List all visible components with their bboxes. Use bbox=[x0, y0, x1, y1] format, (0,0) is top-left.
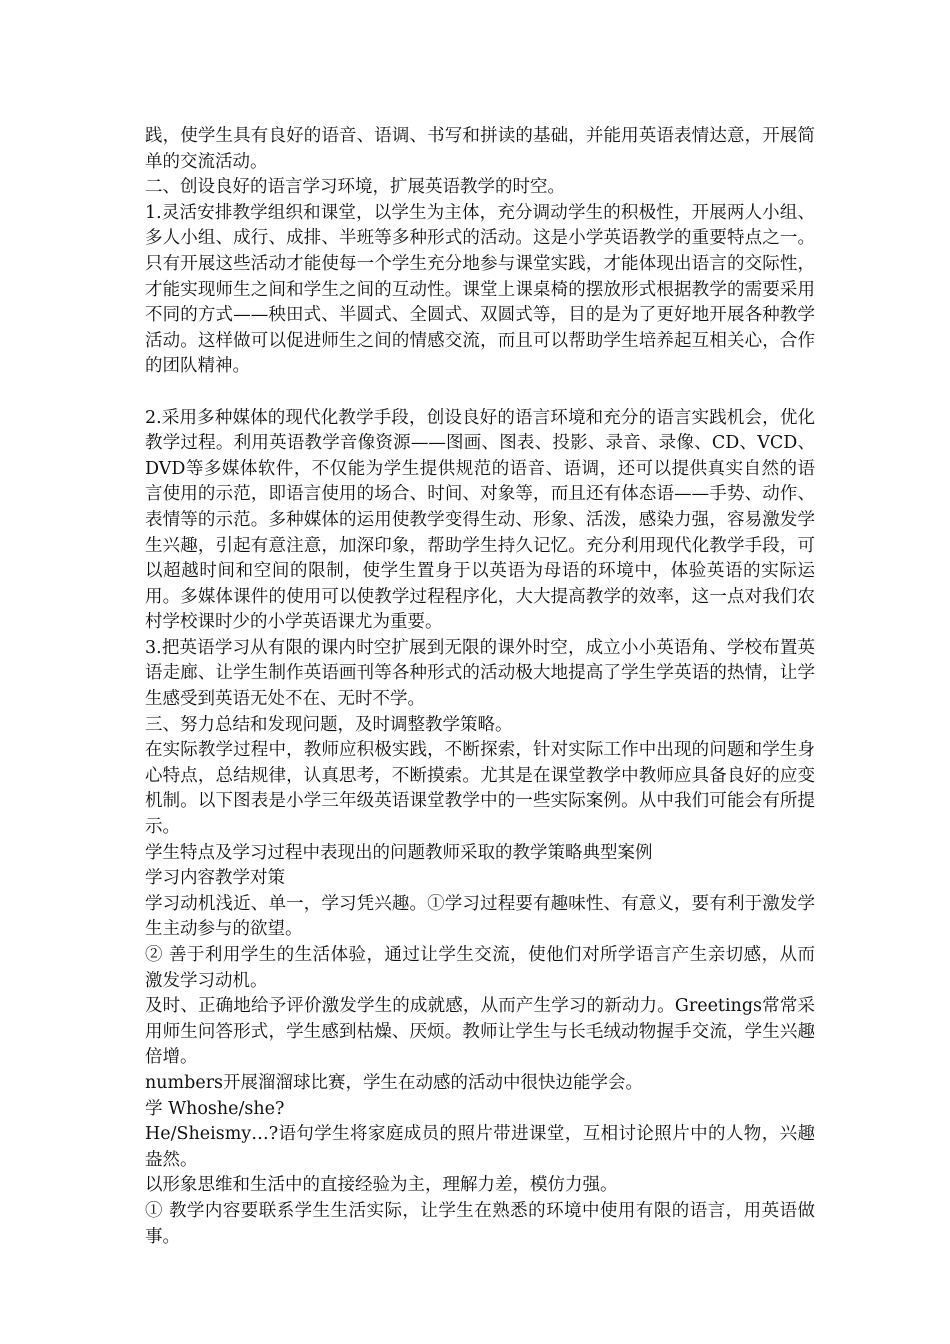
paragraph-motivation: 学习动机浅近、单一，学习凭兴趣。①学习过程要有趣味性、有意义，要有利于激发学生主动参与的欲望。 bbox=[145, 893, 815, 940]
table-header-row-1: 学生特点及学习过程中表现出的问题教师采取的教学策略典型案例 bbox=[145, 842, 653, 863]
paragraph-content-life: ① 教学内容要联系学生生活实际，让学生在熟悉的环境中使用有限的语言，用英语做事。 bbox=[145, 1200, 815, 1247]
section-heading-3: 三、努力总结和发现问题，及时调整教学策略。 bbox=[145, 714, 513, 735]
table-header-row-2: 学习内容教学对策 bbox=[145, 868, 285, 889]
document-body bbox=[145, 124, 815, 1250]
blank-line bbox=[145, 380, 815, 406]
paragraph-family-photos: He/Sheismy…?语句学生将家庭成员的照片带进课堂，互相讨论照片中的人物，兴趣盎然。 bbox=[145, 1124, 815, 1170]
paragraph-point-2: 2.采用多种媒体的现代化教学手段，创设良好的语言环境和充分的语言实践机会，优化教学过程。利用英语教学音像资源——图画、图表、投影、录音、录像、CD、VCD、DVD等多媒体软件，不仅能为学生提供规范的语音、语调，还可以提供真实自然的语言使用的示范，即语言使用的场合、时间、对象等，而且还有体态语——手势、动作、表情等的示范。多种媒体的运用使教学变得生动、形象、活泼，感染力强，容易激发学生兴趣，引起有意注意，加深印象，帮助学生持久记忆。充分利用现代化教学手段，可以超越时间和空间的限制，使学生置身于以英语为母语的环境中，体验英语的实际运用。多媒体课件的使用可以使教学过程程序化，大大提高教学的效率，这一点对我们农村学校课时少的小学英语课尤为重要。 bbox=[145, 407, 815, 633]
paragraph-intro-continuation: 践，使学生具有良好的语音、语调、书写和拼读的基础，并能用英语表情达意，开展简单的交流活动。 bbox=[145, 126, 815, 172]
paragraph-evaluation: 及时、正确地给予评价激发学生的成就感，从而产生学习的新动力。Greetings常常采用师生问答形式，学生感到枯燥、厌烦。教师让学生与长毛绒动物握手交流，学生兴趣倍增。 bbox=[145, 996, 815, 1068]
paragraph-life-experience: ② 善于利用学生的生活体验，通过让学生交流，使他们对所学语言产生亲切感，从而激发学习动机。 bbox=[145, 945, 815, 991]
paragraph-point-3: 3.把英语学习从有限的课内时空扩展到无限的课外时空，成立小小英语角、学校布置英语走廊、让学生制作英语画刊等各种形式的活动极大地提高了学生学英语的热情，让学生感受到英语无处不在、无时不学。 bbox=[145, 637, 815, 710]
paragraph-thinking: 以形象思维和生活中的直接经验为主，理解力差，模仿力强。 bbox=[145, 1175, 618, 1196]
paragraph-whos-she: 学 Whoshe/she? bbox=[145, 1098, 285, 1119]
paragraph-numbers: numbers开展溜溜球比赛，学生在动感的活动中很快边能学会。 bbox=[145, 1072, 644, 1093]
section-heading-2: 二、创设良好的语言学习环境，扩展英语教学的时空。 bbox=[145, 177, 565, 198]
paragraph-practice: 在实际教学过程中，教师应积极实践，不断探索，针对实际工作中出现的问题和学生身心特点，总结规律，认真思考，不断摸索。尤其是在课堂教学中教师应具备良好的应变机制。以下图表是小学三年级英语课堂教学中的一些实际案例。从中我们可能会有所提示。 bbox=[145, 740, 815, 838]
paragraph-point-1: 1.灵活安排教学组织和课堂，以学生为主体，充分调动学生的积极性，开展两人小组、多人小组、成行、成排、半班等多种形式的活动。这是小学英语教学的重要特点之一。只有开展这些活动才能使每一个学生充分地参与课堂实践，才能体现出语言的交际性，才能实现师生之间和学生之间的互动性。课堂上课桌椅的摆放形式根据教学的需要采用不同的方式——秧田式、半圆式、全圆式、双圆式等，目的是为了更好地开展各种教学活动。这样做可以促进师生之间的情感交流，而且可以帮助学生培养起互相关心，合作的团队精神。 bbox=[145, 202, 815, 377]
